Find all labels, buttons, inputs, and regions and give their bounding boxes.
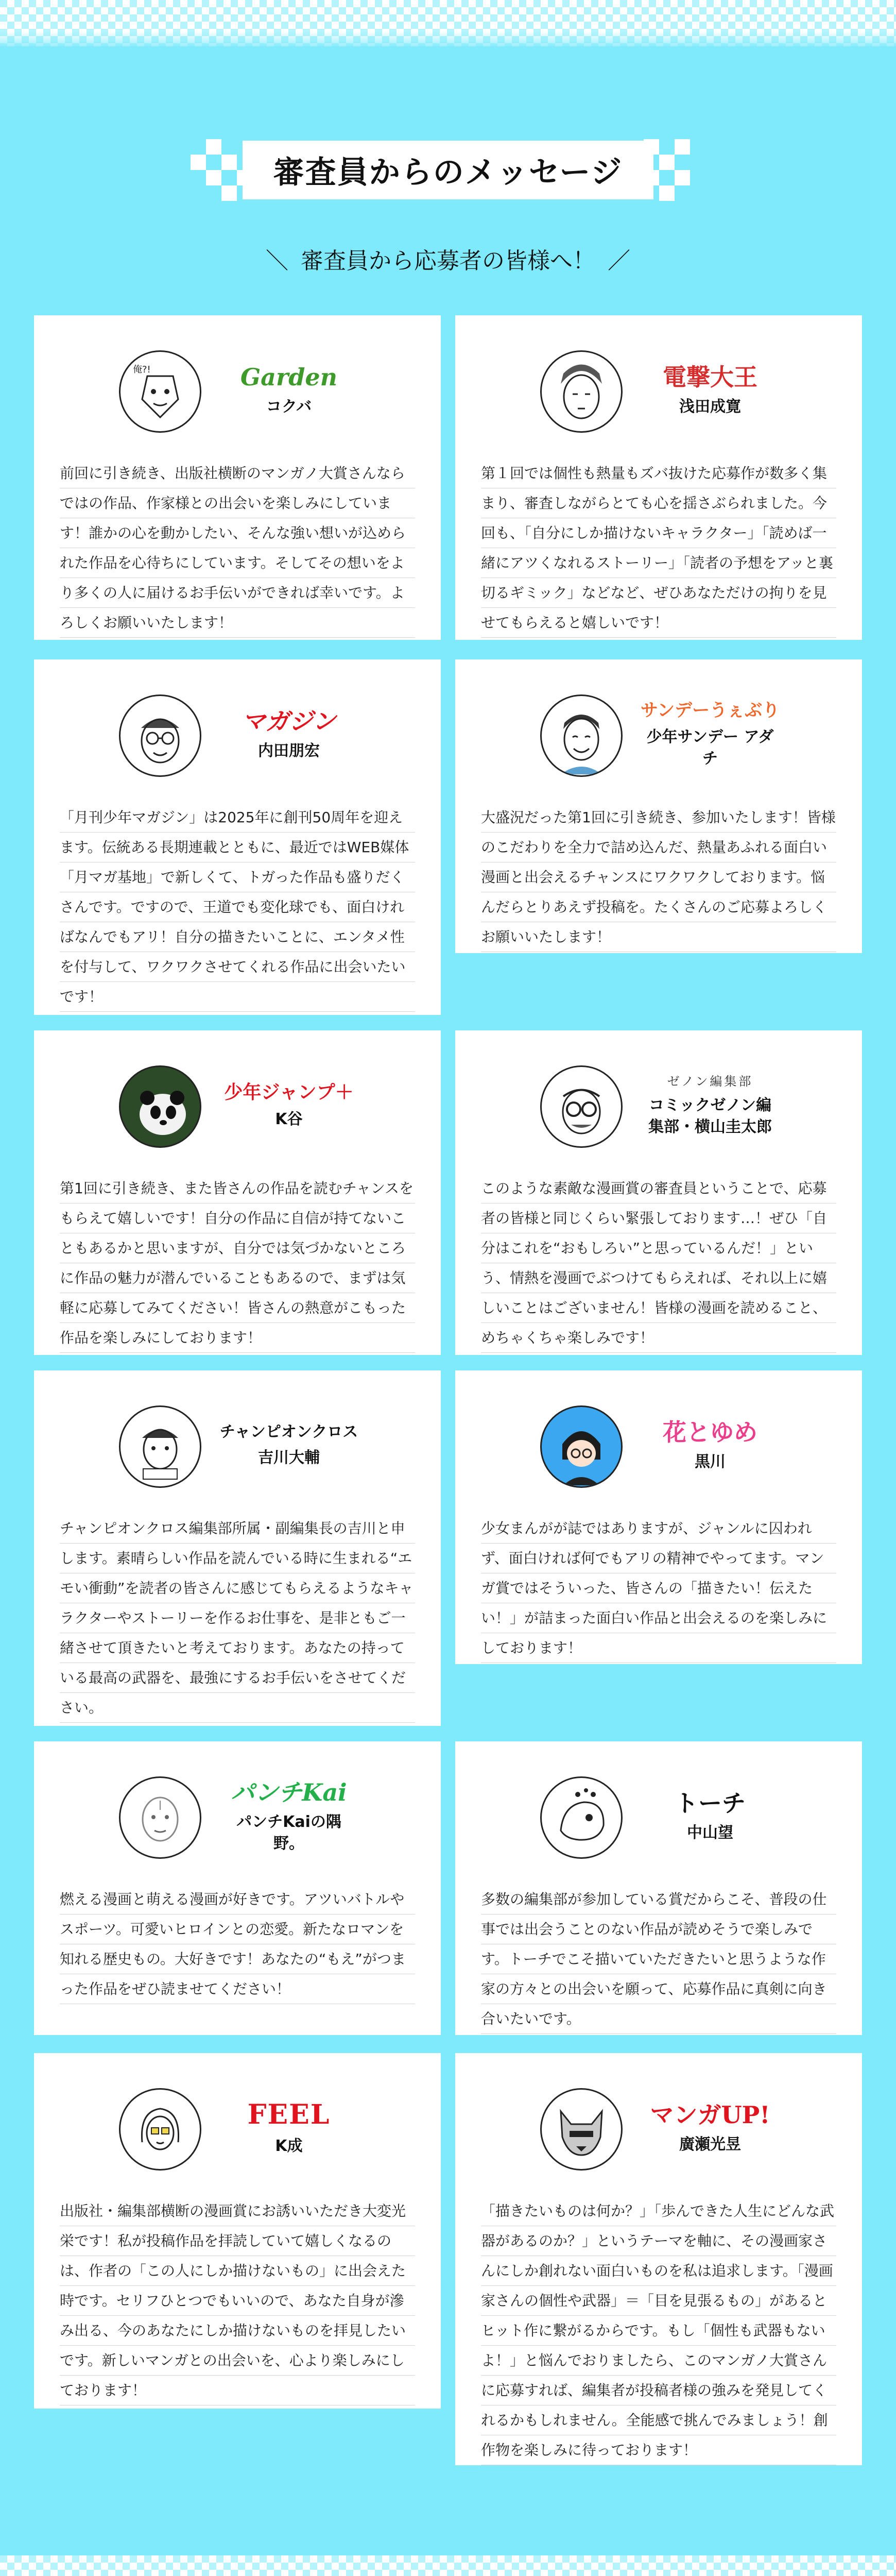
judge-card-header (481, 1766, 836, 1869)
magazine-logo: 少年ジャンプ＋ (224, 1081, 354, 1103)
checker-pattern-bottom (0, 2555, 896, 2576)
judge-card-header (60, 1055, 415, 1158)
wolf-avatar-icon (540, 2088, 623, 2171)
magazine-logo: 電撃大王 (663, 363, 757, 391)
magazine-logo: Garden (240, 363, 338, 391)
judge-message: チャンピオンクロス編集部所属・副編集長の吉川と申します。素晴らしい作品を読んでいる時に生まれる“エモい衝動”を読者の皆さんに感じてもらえるようなキャラクターやストーリーを作るお仕事を、是非ともご一緒させて頂きたいと考えております。あなたの持っている最高の武器を、最強にするお手伝いをさせてください。 (60, 1514, 415, 1723)
judge-card-ktani (34, 1030, 441, 1355)
judge-card-header (481, 2078, 836, 2181)
judge-name: 廣瀬光昱 (679, 2136, 741, 2154)
judge-info (643, 1075, 777, 1138)
slash-left-icon: ＼ (266, 248, 288, 274)
slash-right-icon: ／ (608, 248, 630, 274)
judge-message: 多数の編集部が参加している賞だからこそ、普段の仕事では出会うことのない作品が読めそうで楽しみです。トーチでこそ描いていただきたいと思うような作家の方々との出会いを願って、応募作品に真剣に向き合いたいです。 (481, 1885, 836, 2034)
bald-sketch-icon (119, 1776, 201, 1859)
creature-doodle-icon (540, 1776, 623, 1859)
judge-info (222, 1083, 356, 1130)
judge-card-uchida (34, 659, 441, 1015)
editor-sketch-icon (119, 1405, 201, 1488)
judge-card-header (60, 2078, 415, 2181)
judge-info (222, 365, 356, 418)
judge-info (640, 700, 780, 770)
magazine-logo: マガジン (242, 707, 336, 735)
magazine-logo: 花とゆめ (663, 1418, 757, 1446)
judge-card-sumino (34, 1741, 441, 2035)
smiling-man-icon (540, 694, 623, 777)
judge-message: 少女まんがが誌ではありますが、ジャンルに囚われず、面白ければ何でもアリの精神でやってます。マンガ賞ではそういった、皆さんの「描きたい！伝えたい！」が詰まった面白い作品と出会えるのを楽しみにしております！ (481, 1514, 836, 1663)
judge-message: 燃える漫画と萌える漫画が好きです。アツいバトルやスポーツ。可愛いヒロインとの恋愛。新たなロマンを知れる歴史もの。大好きです！あなたの“もえ”がつまった作品をぜひ読ませてください！ (60, 1885, 415, 2004)
section-title: 審査員からのメッセージ (273, 155, 623, 191)
judge-card-header (60, 684, 415, 787)
title-box (243, 141, 653, 199)
judge-name: 内田朋宏 (258, 742, 320, 760)
judge-card-yoshikawa (34, 1370, 441, 1726)
magazine-logo: サンデーうぇぶり (640, 700, 780, 721)
judge-message: 大盛況だった第1回に引き続き、参加いたします！皆様のこだわりを全力で詰め込んだ、熱量あふれる面白い漫画と出会えるチャンスにワクワクしております。悩んだらとりあえず投稿を。たくさんのご応募よろしくお願いいたします！ (481, 803, 836, 952)
judge-name: 中山望 (687, 1824, 733, 1842)
judge-message: 第1回に引き続き、また皆さんの作品を読むチャンスをもらえて嬉しいです！自分の作品に自信が持てないこともあるかと思いますが、自分では気づかないところに作品の魅力が潜んでいることもあるので、まずは気軽に応募してみてください！皆さんの熱意がこもった作品を楽しみにしております！ (60, 1174, 415, 1353)
svg-text:俺?!: 俺?! (133, 364, 151, 375)
judge-card-header (481, 1055, 836, 1158)
judge-card-yokoyama (455, 1030, 862, 1355)
judge-name: K谷 (275, 1110, 303, 1128)
pattern-fade-top (0, 31, 896, 52)
judge-info (643, 1420, 777, 1473)
magazine-logo: FEEL (247, 2099, 331, 2130)
magazine-logo: チャンピオンクロス (219, 1423, 358, 1441)
judge-card-header (481, 1395, 836, 1498)
judge-card-kurokawa (455, 1370, 862, 1664)
judge-card-header (60, 340, 415, 443)
judge-name: 少年サンデー アダチ (646, 728, 774, 768)
hand-drawn-face-icon (119, 350, 201, 433)
judge-card-nakayama (455, 1741, 862, 2035)
judge-message: このような素敵な漫画賞の審査員ということで、応募者の皆様と同じくらい緊張しております…！ぜひ「自分はこれを“おもしろい”と思っているんだ！」という、情熱を漫画でぶつけてもらえれば、それ以上に嬉しいことはございません！皆様の漫画を読めること、めちゃくちゃ楽しみです！ (481, 1174, 836, 1353)
judge-card-adachi (455, 659, 862, 953)
judge-name: 浅田成寛 (679, 398, 741, 416)
magazine-logo: マンガUP! (650, 2101, 770, 2129)
round-glasses-face-icon (540, 1065, 623, 1148)
judge-card-hirose (455, 2053, 862, 2465)
section-subheader (0, 242, 896, 275)
judge-info (222, 1778, 356, 1855)
judge-info (222, 709, 356, 762)
judge-card-header (481, 684, 836, 787)
judge-message: 「描きたいものは何か？」「歩んできた人生にどんな武器があるのか？」というテーマを軸に、その漫画家さんにしか創れない面白いものを私は追求します。「漫画家さんの個性や武器」＝「目を見張るもの」があるとヒット作に繋がるからです。もし「個性も武器もないよ！」と悩んでおりましたら、このマンガノ大賞さんに応募すれば、編集者が投稿者様の強みを発見してくれるかもしれません。全能感で挑んでみましょう！創作物を楽しみに待っております！ (481, 2196, 836, 2465)
judge-message: 前回に引き続き、出版社横断のマンガノ大賞さんならではの作品、作家様との出会いを楽しみにしています！誰かの心を動かしたい、そんな強い想いが込められた作品を心待ちにしています。そしてその想いをより多くの人に届けるお手伝いができれば幸いです。よろしくお願いいたします！ (60, 459, 415, 638)
girl-portrait-icon (119, 2088, 201, 2171)
judge-card-header (60, 1766, 415, 1869)
glasses-man-icon (119, 694, 201, 777)
judge-card-asada (455, 315, 862, 640)
judge-name: K成 (275, 2137, 303, 2155)
section-subtitle: 審査員から応募者の皆様へ！ (301, 248, 595, 274)
judge-card-kokuba (34, 315, 441, 640)
judge-info (643, 1791, 777, 1844)
manga-portrait-icon (540, 350, 623, 433)
judge-name: 吉川大輔 (258, 1449, 320, 1467)
judge-card-ksei (34, 2053, 441, 2409)
judge-name: 黒川 (695, 1453, 726, 1471)
judge-info (219, 1423, 358, 1469)
judge-info (643, 365, 777, 418)
magazine-logo: ゼノン編集部 (667, 1074, 753, 1089)
judge-info (643, 2103, 777, 2156)
chibi-avatar-icon (540, 1405, 623, 1488)
judge-card-header (481, 340, 836, 443)
judge-message: 出版社・編集部横断の漫画賞にお誘いいただき大変光栄です！私が投稿作品を拝読していて嬉しくなるのは、作者の「この人にしか描けないもの」に出会えた時です。セリフひとつでもいいので、あなた自身が滲み出る、今のあなたにしか描けないものを拝見したいです。新しいマンガとの出会いを、心より楽しみにしております！ (60, 2196, 415, 2405)
judge-name: パンチKaiの隅野。 (236, 1813, 341, 1853)
panda-photo-icon (119, 1065, 201, 1148)
magazine-logo: パンチKai (231, 1778, 347, 1806)
section-header (0, 139, 896, 201)
judge-message: 「月刊少年マガジン」は2025年に創刊50周年を迎えます。伝統ある長期連載とともに、最近ではWEB媒体「月マガ基地」で新しくて、トガった作品も盛りだくさんです。ですので、王道でも変化球でも、面白ければなんでもアリ！自分の描きたいことに、エンタメ性を付与して、ワクワクさせてくれる作品に出会いたいです！ (60, 803, 415, 1012)
judge-name: コクバ (266, 398, 312, 416)
magazine-logo: トーチ (675, 1789, 746, 1817)
judge-message: 第１回では個性も熱量もズバ抜けた応募作が数多く集まり、審査しながらとても心を揺さぶられました。今回も、「自分にしか描けないキャラクター」「読めば一緒にアツくなれるストーリー」「読者の予想をアッと裏切るギミック」などなど、ぜひあなただけの拘りを見せてもらえると嬉しいです！ (481, 459, 836, 638)
judge-card-header (60, 1395, 415, 1498)
judge-info (222, 2099, 356, 2157)
judge-name: コミックゼノン編集部・横山圭太郎 (648, 1096, 772, 1136)
